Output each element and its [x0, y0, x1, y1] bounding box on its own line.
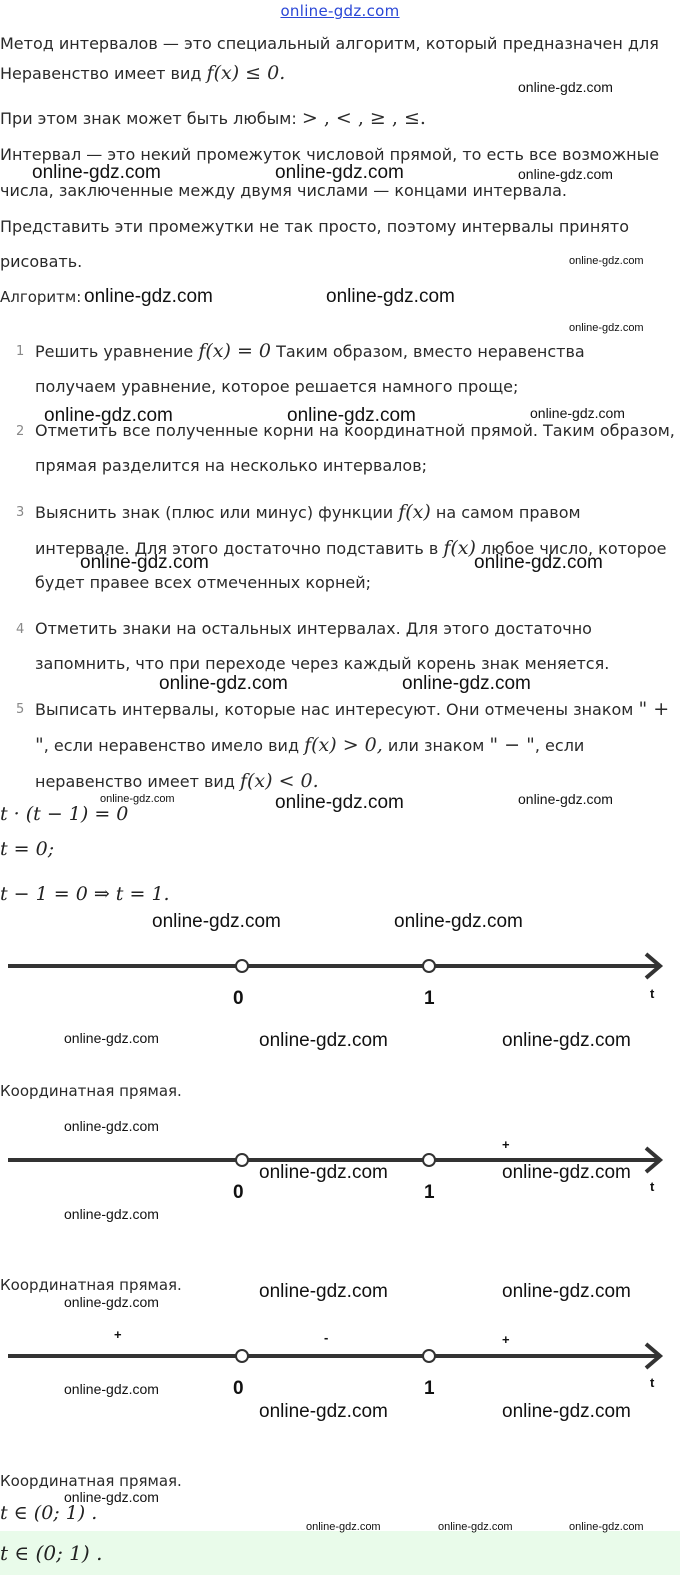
sign-options: При этом знак может быть любым: > , < , ≥ , ≤.	[0, 107, 426, 129]
watermark: online-gdz.com	[275, 162, 404, 183]
inequality-form: Неравенство имеет вид f(x) ≤ 0.	[0, 62, 286, 84]
point-label-0: 0	[233, 988, 244, 1009]
answer-boxed: t ∈ (0; 1) .	[0, 1541, 103, 1565]
step-number: 2	[16, 424, 25, 439]
open-point-1	[423, 1350, 435, 1362]
watermark: online-gdz.com	[306, 1521, 381, 1533]
axis-variable-label: t	[650, 1375, 655, 1390]
sign-left-interval: +	[114, 1327, 122, 1342]
step-number: 4	[16, 622, 25, 637]
watermark: online-gdz.com	[530, 405, 625, 421]
sign-middle-interval: -	[324, 1330, 329, 1345]
open-point-0	[236, 960, 248, 972]
watermark: online-gdz.com	[518, 166, 613, 182]
watermark: online-gdz.com	[259, 1030, 388, 1051]
step-3-line-1: Выяснить знак (плюс или минус) функции f(x) на самом правом	[35, 501, 581, 523]
site-watermark-link[interactable]: online-gdz.com	[280, 2, 400, 20]
step-5-line-2: ", если неравенство имело вид f(x) > 0, или знаком " − ", если	[35, 734, 585, 756]
answer-line: t ∈ (0; 1) .	[0, 1502, 98, 1524]
watermark: online-gdz.com	[80, 552, 209, 573]
watermark: online-gdz.com	[64, 1294, 159, 1310]
figure-caption: Координатная прямая.	[0, 1082, 182, 1100]
point-label-1: 1	[424, 988, 435, 1009]
open-point-1	[423, 960, 435, 972]
watermark: online-gdz.com	[64, 1489, 159, 1505]
watermark: online-gdz.com	[438, 1521, 513, 1533]
step-5-line-3: неравенство имеет вид f(x) < 0.	[35, 770, 319, 792]
represent-line-1: Представить эти промежутки не так просто, поэтому интервалы принято	[0, 217, 630, 236]
step-number: 5	[16, 702, 25, 717]
step-number: 1	[16, 344, 25, 359]
watermark: online-gdz.com	[502, 1401, 631, 1422]
axis-variable-label: t	[650, 986, 655, 1001]
step-2-line-2: прямая разделится на несколько интервалов;	[35, 456, 428, 475]
point-label-0: 0	[233, 1182, 244, 1203]
watermark: online-gdz.com	[518, 791, 613, 807]
watermark: online-gdz.com	[402, 673, 531, 694]
axis-variable-label: t	[650, 1179, 655, 1194]
interval-definition-line-2: числа, заключенные между двумя числами — концами интервала.	[0, 181, 568, 200]
interval-definition-line-1: Интервал — это некий промежуток числовой прямой, то есть все возможные	[0, 145, 660, 164]
watermark: online-gdz.com	[32, 162, 161, 183]
intro-line: Метод интервалов — это специальный алгоритм, который предназначен для	[0, 34, 659, 53]
number-line-1	[0, 940, 680, 1000]
watermark: online-gdz.com	[502, 1162, 631, 1183]
figure-caption: Координатная прямая.	[0, 1472, 182, 1490]
step-number: 3	[16, 505, 25, 520]
watermark: online-gdz.com	[474, 552, 603, 573]
open-point-0	[236, 1350, 248, 1362]
equation-root-1: t = 0;	[0, 838, 55, 860]
watermark: online-gdz.com	[64, 1118, 159, 1134]
point-label-1: 1	[424, 1378, 435, 1399]
equation-factored: t · (t − 1) = 0	[0, 803, 129, 825]
open-point-0	[236, 1154, 248, 1166]
sign-right-interval: +	[502, 1332, 510, 1347]
step-5-line-1: Выписать интервалы, которые нас интересуют. Они отмечены знаком " +	[35, 698, 670, 720]
watermark: online-gdz.com	[152, 911, 281, 932]
step-3-line-2: интервале. Для этого достаточно подставить в f(x) любое число, которое	[35, 537, 667, 559]
watermark: online-gdz.com	[287, 405, 416, 426]
watermark: online-gdz.com	[64, 1381, 159, 1397]
step-1-line-1: Решить уравнение f(x) = 0 Таким образом, вместо неравенства	[35, 340, 585, 362]
watermark: online-gdz.com	[259, 1281, 388, 1302]
watermark: online-gdz.com	[100, 793, 175, 805]
watermark: online-gdz.com	[502, 1281, 631, 1302]
watermark: online-gdz.com	[259, 1162, 388, 1183]
watermark: online-gdz.com	[569, 1521, 644, 1533]
algorithm-label: Алгоритм:	[0, 288, 82, 306]
step-3-line-3: будет правее всех отмеченных корней;	[35, 573, 372, 592]
point-label-1: 1	[424, 1182, 435, 1203]
watermark: online-gdz.com	[569, 322, 644, 334]
step-4-line-2: запомнить, что при переходе через каждый корень знак меняется.	[35, 654, 610, 673]
watermark: online-gdz.com	[326, 286, 455, 307]
point-label-0: 0	[233, 1378, 244, 1399]
watermark: online-gdz.com	[394, 911, 523, 932]
watermark: online-gdz.com	[159, 673, 288, 694]
step-1-line-2: получаем уравнение, которое решается намного проще;	[35, 377, 519, 396]
watermark: online-gdz.com	[84, 286, 213, 307]
figure-caption: Координатная прямая.	[0, 1276, 182, 1294]
step-4-line-1: Отметить знаки на остальных интервалах. Для этого достаточно	[35, 619, 592, 638]
open-point-1	[423, 1154, 435, 1166]
watermark: online-gdz.com	[259, 1401, 388, 1422]
watermark: online-gdz.com	[502, 1030, 631, 1051]
sign-right-interval: +	[502, 1137, 510, 1152]
represent-line-2: рисовать.	[0, 252, 83, 271]
watermark: online-gdz.com	[64, 1030, 159, 1046]
watermark: online-gdz.com	[275, 792, 404, 813]
watermark: online-gdz.com	[64, 1206, 159, 1222]
watermark: online-gdz.com	[518, 79, 613, 95]
equation-root-2: t − 1 = 0 ⇒ t = 1.	[0, 883, 170, 905]
step-2-line-1: Отметить все полученные корни на координатной прямой. Таким образом,	[35, 421, 675, 440]
watermark: online-gdz.com	[569, 255, 644, 267]
watermark: online-gdz.com	[44, 405, 173, 426]
answer-box	[0, 1531, 680, 1575]
